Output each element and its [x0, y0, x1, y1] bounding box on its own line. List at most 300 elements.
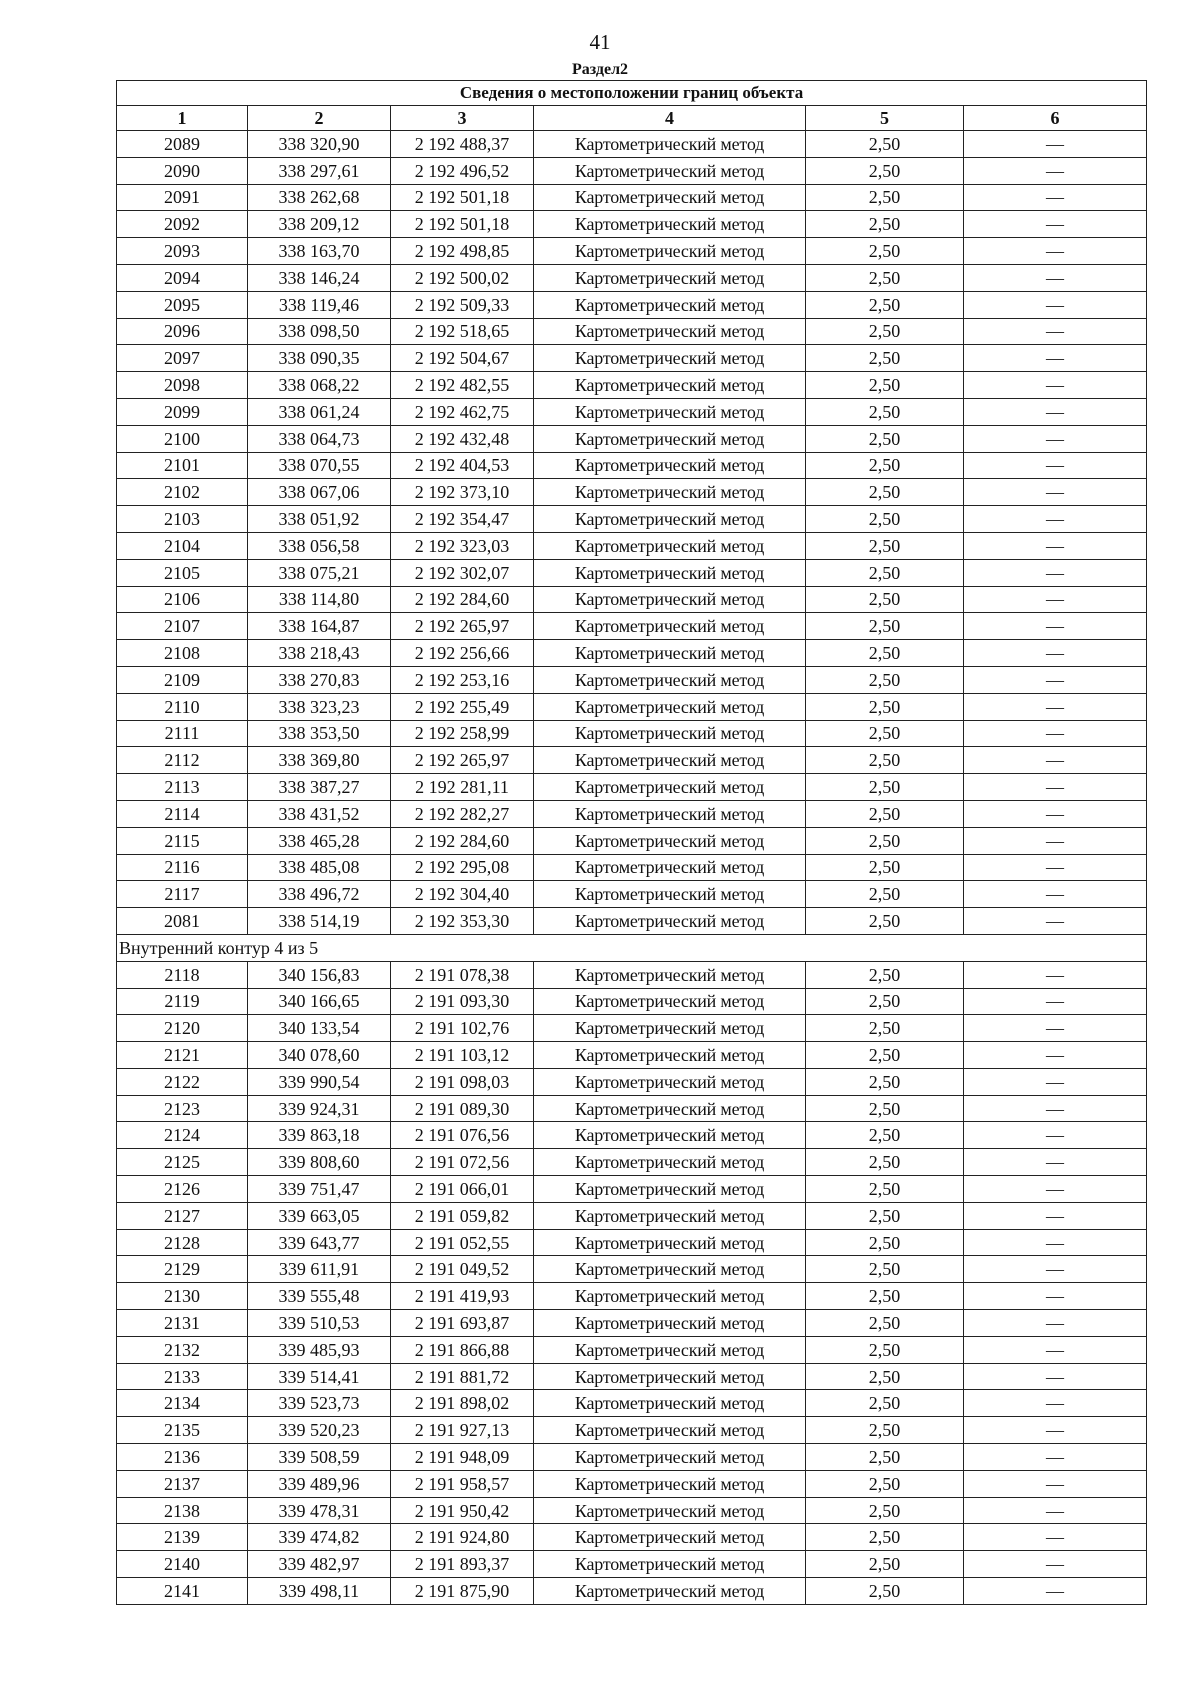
point-number-cell: 2122	[117, 1068, 248, 1095]
accuracy-cell: 2,50	[806, 1122, 964, 1149]
y-coordinate-cell: 2 192 462,75	[391, 398, 534, 425]
y-coordinate-cell: 2 192 504,67	[391, 345, 534, 372]
method-cell: Картометрический метод	[534, 372, 806, 399]
table-row	[117, 800, 1147, 827]
x-coordinate-cell: 338 431,52	[248, 800, 391, 827]
description-cell: —	[964, 1042, 1147, 1069]
accuracy-cell: 2,50	[806, 131, 964, 158]
x-coordinate-cell: 340 166,65	[248, 988, 391, 1015]
accuracy-cell: 2,50	[806, 1524, 964, 1551]
x-coordinate-cell: 338 496,72	[248, 881, 391, 908]
method-cell: Картометрический метод	[534, 988, 806, 1015]
accuracy-cell: 2,50	[806, 1256, 964, 1283]
table-row	[117, 1444, 1147, 1471]
y-coordinate-cell: 2 191 072,56	[391, 1149, 534, 1176]
accuracy-cell: 2,50	[806, 1095, 964, 1122]
table-row	[117, 318, 1147, 345]
accuracy-cell: 2,50	[806, 345, 964, 372]
description-cell: —	[964, 1497, 1147, 1524]
y-coordinate-cell: 2 191 898,02	[391, 1390, 534, 1417]
description-cell: —	[964, 774, 1147, 801]
method-cell: Картометрический метод	[534, 157, 806, 184]
method-cell: Картометрический метод	[534, 1310, 806, 1337]
method-cell: Картометрический метод	[534, 184, 806, 211]
column-header: 2	[248, 106, 391, 131]
x-coordinate-cell: 338 075,21	[248, 559, 391, 586]
table-row	[117, 613, 1147, 640]
y-coordinate-cell: 2 192 373,10	[391, 479, 534, 506]
description-cell: —	[964, 425, 1147, 452]
table-row	[117, 1229, 1147, 1256]
x-coordinate-cell: 339 523,73	[248, 1390, 391, 1417]
table-row	[117, 1417, 1147, 1444]
x-coordinate-cell: 339 808,60	[248, 1149, 391, 1176]
y-coordinate-cell: 2 192 258,99	[391, 720, 534, 747]
x-coordinate-cell: 338 098,50	[248, 318, 391, 345]
point-number-cell: 2100	[117, 425, 248, 452]
x-coordinate-cell: 338 209,12	[248, 211, 391, 238]
x-coordinate-cell: 338 067,06	[248, 479, 391, 506]
point-number-cell: 2095	[117, 291, 248, 318]
accuracy-cell: 2,50	[806, 1176, 964, 1203]
table-row	[117, 693, 1147, 720]
point-number-cell: 2120	[117, 1015, 248, 1042]
table-row	[117, 1256, 1147, 1283]
description-cell: —	[964, 398, 1147, 425]
table-row	[117, 238, 1147, 265]
description-cell: —	[964, 827, 1147, 854]
description-cell: —	[964, 532, 1147, 559]
x-coordinate-cell: 338 485,08	[248, 854, 391, 881]
accuracy-cell: 2,50	[806, 1310, 964, 1337]
point-number-cell: 2081	[117, 908, 248, 935]
y-coordinate-cell: 2 191 049,52	[391, 1256, 534, 1283]
method-cell: Картометрический метод	[534, 1122, 806, 1149]
description-cell: —	[964, 506, 1147, 533]
description-cell: —	[964, 961, 1147, 988]
description-cell: —	[964, 1256, 1147, 1283]
method-cell: Картометрический метод	[534, 1578, 806, 1605]
x-coordinate-cell: 338 323,23	[248, 693, 391, 720]
x-coordinate-cell: 338 353,50	[248, 720, 391, 747]
table-row	[117, 1068, 1147, 1095]
method-cell: Картометрический метод	[534, 398, 806, 425]
description-cell: —	[964, 291, 1147, 318]
method-cell: Картометрический метод	[534, 881, 806, 908]
x-coordinate-cell: 339 514,41	[248, 1363, 391, 1390]
x-coordinate-cell: 339 520,23	[248, 1417, 391, 1444]
point-number-cell: 2139	[117, 1524, 248, 1551]
table-row	[117, 640, 1147, 667]
y-coordinate-cell: 2 192 501,18	[391, 211, 534, 238]
accuracy-cell: 2,50	[806, 1283, 964, 1310]
accuracy-cell: 2,50	[806, 506, 964, 533]
table-row	[117, 1497, 1147, 1524]
method-cell: Картометрический метод	[534, 1283, 806, 1310]
accuracy-cell: 2,50	[806, 586, 964, 613]
description-cell: —	[964, 559, 1147, 586]
point-number-cell: 2108	[117, 640, 248, 667]
description-cell: —	[964, 452, 1147, 479]
description-cell: —	[964, 613, 1147, 640]
x-coordinate-cell: 339 924,31	[248, 1095, 391, 1122]
y-coordinate-cell: 2 192 509,33	[391, 291, 534, 318]
accuracy-cell: 2,50	[806, 666, 964, 693]
y-coordinate-cell: 2 192 498,85	[391, 238, 534, 265]
method-cell: Картометрический метод	[534, 827, 806, 854]
x-coordinate-cell: 338 051,92	[248, 506, 391, 533]
description-cell: —	[964, 1551, 1147, 1578]
x-coordinate-cell: 340 156,83	[248, 961, 391, 988]
method-cell: Картометрический метод	[534, 318, 806, 345]
table-row	[117, 774, 1147, 801]
point-number-cell: 2131	[117, 1310, 248, 1337]
description-cell: —	[964, 1095, 1147, 1122]
table-row	[117, 1524, 1147, 1551]
method-cell: Картометрический метод	[534, 961, 806, 988]
point-number-cell: 2093	[117, 238, 248, 265]
y-coordinate-cell: 2 191 098,03	[391, 1068, 534, 1095]
point-number-cell: 2089	[117, 131, 248, 158]
x-coordinate-cell: 339 489,96	[248, 1470, 391, 1497]
description-cell: —	[964, 1336, 1147, 1363]
method-cell: Картометрический метод	[534, 211, 806, 238]
table-row	[117, 506, 1147, 533]
table-row	[117, 1551, 1147, 1578]
y-coordinate-cell: 2 192 302,07	[391, 559, 534, 586]
point-number-cell: 2114	[117, 800, 248, 827]
description-cell: —	[964, 988, 1147, 1015]
table-row	[117, 1122, 1147, 1149]
method-cell: Картометрический метод	[534, 1444, 806, 1471]
accuracy-cell: 2,50	[806, 1470, 964, 1497]
description-cell: —	[964, 1470, 1147, 1497]
x-coordinate-cell: 338 119,46	[248, 291, 391, 318]
method-cell: Картометрический метод	[534, 693, 806, 720]
accuracy-cell: 2,50	[806, 774, 964, 801]
table-row	[117, 131, 1147, 158]
y-coordinate-cell: 2 191 078,38	[391, 961, 534, 988]
description-cell: —	[964, 908, 1147, 935]
y-coordinate-cell: 2 192 496,52	[391, 157, 534, 184]
accuracy-cell: 2,50	[806, 613, 964, 640]
method-cell: Картометрический метод	[534, 264, 806, 291]
x-coordinate-cell: 338 465,28	[248, 827, 391, 854]
y-coordinate-cell: 2 191 103,12	[391, 1042, 534, 1069]
method-cell: Картометрический метод	[534, 800, 806, 827]
point-number-cell: 2138	[117, 1497, 248, 1524]
y-coordinate-cell: 2 192 518,65	[391, 318, 534, 345]
x-coordinate-cell: 339 482,97	[248, 1551, 391, 1578]
method-cell: Картометрический метод	[534, 854, 806, 881]
description-cell: —	[964, 1283, 1147, 1310]
x-coordinate-cell: 338 369,80	[248, 747, 391, 774]
x-coordinate-cell: 339 508,59	[248, 1444, 391, 1471]
x-coordinate-cell: 338 068,22	[248, 372, 391, 399]
method-cell: Картометрический метод	[534, 559, 806, 586]
table-row	[117, 961, 1147, 988]
accuracy-cell: 2,50	[806, 827, 964, 854]
method-cell: Картометрический метод	[534, 1470, 806, 1497]
description-cell: —	[964, 1578, 1147, 1605]
x-coordinate-cell: 339 751,47	[248, 1176, 391, 1203]
method-cell: Картометрический метод	[534, 747, 806, 774]
description-cell: —	[964, 1390, 1147, 1417]
x-coordinate-cell: 339 474,82	[248, 1524, 391, 1551]
description-cell: —	[964, 1202, 1147, 1229]
accuracy-cell: 2,50	[806, 854, 964, 881]
point-number-cell: 2137	[117, 1470, 248, 1497]
table-row	[117, 559, 1147, 586]
description-cell: —	[964, 264, 1147, 291]
method-cell: Картометрический метод	[534, 1363, 806, 1390]
accuracy-cell: 2,50	[806, 372, 964, 399]
point-number-cell: 2110	[117, 693, 248, 720]
accuracy-cell: 2,50	[806, 398, 964, 425]
description-cell: —	[964, 1176, 1147, 1203]
point-number-cell: 2111	[117, 720, 248, 747]
x-coordinate-cell: 338 514,19	[248, 908, 391, 935]
accuracy-cell: 2,50	[806, 291, 964, 318]
table-row	[117, 211, 1147, 238]
method-cell: Картометрический метод	[534, 613, 806, 640]
table-title-row	[117, 81, 1147, 106]
x-coordinate-cell: 339 643,77	[248, 1229, 391, 1256]
table-row	[117, 586, 1147, 613]
table-row	[117, 1176, 1147, 1203]
x-coordinate-cell: 339 485,93	[248, 1336, 391, 1363]
y-coordinate-cell: 2 192 353,30	[391, 908, 534, 935]
x-coordinate-cell: 339 478,31	[248, 1497, 391, 1524]
description-cell: —	[964, 157, 1147, 184]
point-number-cell: 2133	[117, 1363, 248, 1390]
accuracy-cell: 2,50	[806, 1551, 964, 1578]
description-cell: —	[964, 131, 1147, 158]
x-coordinate-cell: 338 164,87	[248, 613, 391, 640]
point-number-cell: 2115	[117, 827, 248, 854]
description-cell: —	[964, 1015, 1147, 1042]
description-cell: —	[964, 586, 1147, 613]
column-header: 3	[391, 106, 534, 131]
method-cell: Картометрический метод	[534, 720, 806, 747]
table-row	[117, 1578, 1147, 1605]
method-cell: Картометрический метод	[534, 640, 806, 667]
point-number-cell: 2113	[117, 774, 248, 801]
y-coordinate-cell: 2 191 089,30	[391, 1095, 534, 1122]
y-coordinate-cell: 2 192 500,02	[391, 264, 534, 291]
y-coordinate-cell: 2 192 354,47	[391, 506, 534, 533]
accuracy-cell: 2,50	[806, 1444, 964, 1471]
y-coordinate-cell: 2 191 866,88	[391, 1336, 534, 1363]
y-coordinate-cell: 2 192 482,55	[391, 372, 534, 399]
method-cell: Картометрический метод	[534, 1068, 806, 1095]
y-coordinate-cell: 2 192 281,11	[391, 774, 534, 801]
table-row	[117, 184, 1147, 211]
table-row	[117, 398, 1147, 425]
point-number-cell: 2098	[117, 372, 248, 399]
table-row	[117, 1283, 1147, 1310]
point-number-cell: 2097	[117, 345, 248, 372]
table-row	[117, 479, 1147, 506]
y-coordinate-cell: 2 191 693,87	[391, 1310, 534, 1337]
y-coordinate-cell: 2 191 958,57	[391, 1470, 534, 1497]
method-cell: Картометрический метод	[534, 1390, 806, 1417]
point-number-cell: 2136	[117, 1444, 248, 1471]
y-coordinate-cell: 2 191 950,42	[391, 1497, 534, 1524]
point-number-cell: 2103	[117, 506, 248, 533]
method-cell: Картометрический метод	[534, 1417, 806, 1444]
method-cell: Картометрический метод	[534, 774, 806, 801]
description-cell: —	[964, 318, 1147, 345]
description-cell: —	[964, 1229, 1147, 1256]
point-number-cell: 2124	[117, 1122, 248, 1149]
accuracy-cell: 2,50	[806, 318, 964, 345]
method-cell: Картометрический метод	[534, 586, 806, 613]
y-coordinate-cell: 2 191 066,01	[391, 1176, 534, 1203]
table-row	[117, 854, 1147, 881]
point-number-cell: 2141	[117, 1578, 248, 1605]
accuracy-cell: 2,50	[806, 800, 964, 827]
method-cell: Картометрический метод	[534, 452, 806, 479]
x-coordinate-cell: 338 297,61	[248, 157, 391, 184]
point-number-cell: 2091	[117, 184, 248, 211]
y-coordinate-cell: 2 191 093,30	[391, 988, 534, 1015]
accuracy-cell: 2,50	[806, 1068, 964, 1095]
method-cell: Картометрический метод	[534, 1015, 806, 1042]
accuracy-cell: 2,50	[806, 264, 964, 291]
accuracy-cell: 2,50	[806, 1497, 964, 1524]
method-cell: Картометрический метод	[534, 1149, 806, 1176]
accuracy-cell: 2,50	[806, 532, 964, 559]
accuracy-cell: 2,50	[806, 157, 964, 184]
table-row	[117, 452, 1147, 479]
table-row	[117, 1015, 1147, 1042]
method-cell: Картометрический метод	[534, 131, 806, 158]
y-coordinate-cell: 2 191 948,09	[391, 1444, 534, 1471]
table-row	[117, 747, 1147, 774]
table-row	[117, 1095, 1147, 1122]
point-number-cell: 2105	[117, 559, 248, 586]
x-coordinate-cell: 338 262,68	[248, 184, 391, 211]
y-coordinate-cell: 2 192 255,49	[391, 693, 534, 720]
accuracy-cell: 2,50	[806, 238, 964, 265]
table-row	[117, 908, 1147, 935]
description-cell: —	[964, 747, 1147, 774]
point-number-cell: 2107	[117, 613, 248, 640]
point-number-cell: 2129	[117, 1256, 248, 1283]
method-cell: Картометрический метод	[534, 1095, 806, 1122]
description-cell: —	[964, 666, 1147, 693]
point-number-cell: 2104	[117, 532, 248, 559]
y-coordinate-cell: 2 191 924,80	[391, 1524, 534, 1551]
point-number-cell: 2090	[117, 157, 248, 184]
accuracy-cell: 2,50	[806, 1417, 964, 1444]
table-row	[117, 264, 1147, 291]
x-coordinate-cell: 338 163,70	[248, 238, 391, 265]
x-coordinate-cell: 338 114,80	[248, 586, 391, 613]
accuracy-cell: 2,50	[806, 747, 964, 774]
description-cell: —	[964, 800, 1147, 827]
table-header-row	[117, 106, 1147, 131]
accuracy-cell: 2,50	[806, 1042, 964, 1069]
description-cell: —	[964, 1417, 1147, 1444]
method-cell: Картометрический метод	[534, 238, 806, 265]
y-coordinate-cell: 2 192 304,40	[391, 881, 534, 908]
method-cell: Картометрический метод	[534, 1256, 806, 1283]
description-cell: —	[964, 1149, 1147, 1176]
table-row	[117, 1149, 1147, 1176]
table-row	[117, 157, 1147, 184]
y-coordinate-cell: 2 191 059,82	[391, 1202, 534, 1229]
page-number: 41	[589, 30, 611, 54]
point-number-cell: 2099	[117, 398, 248, 425]
y-coordinate-cell: 2 191 881,72	[391, 1363, 534, 1390]
accuracy-cell: 2,50	[806, 988, 964, 1015]
table-row	[117, 1336, 1147, 1363]
description-cell: —	[964, 238, 1147, 265]
method-cell: Картометрический метод	[534, 345, 806, 372]
table-title: Сведения о местоположении границ объекта	[117, 81, 1147, 106]
accuracy-cell: 2,50	[806, 1336, 964, 1363]
description-cell: —	[964, 720, 1147, 747]
table-row	[117, 532, 1147, 559]
accuracy-cell: 2,50	[806, 479, 964, 506]
y-coordinate-cell: 2 192 501,18	[391, 184, 534, 211]
description-cell: —	[964, 1310, 1147, 1337]
boundary-coordinates-table	[116, 80, 1147, 1605]
method-cell: Картометрический метод	[534, 1551, 806, 1578]
table-row	[117, 988, 1147, 1015]
point-number-cell: 2123	[117, 1095, 248, 1122]
accuracy-cell: 2,50	[806, 881, 964, 908]
table-row	[117, 827, 1147, 854]
y-coordinate-cell: 2 192 256,66	[391, 640, 534, 667]
description-cell: —	[964, 211, 1147, 238]
x-coordinate-cell: 338 218,43	[248, 640, 391, 667]
description-cell: —	[964, 184, 1147, 211]
point-number-cell: 2135	[117, 1417, 248, 1444]
x-coordinate-cell: 338 056,58	[248, 532, 391, 559]
accuracy-cell: 2,50	[806, 452, 964, 479]
point-number-cell: 2092	[117, 211, 248, 238]
accuracy-cell: 2,50	[806, 1390, 964, 1417]
description-cell: —	[964, 693, 1147, 720]
accuracy-cell: 2,50	[806, 211, 964, 238]
y-coordinate-cell: 2 192 284,60	[391, 827, 534, 854]
description-cell: —	[964, 479, 1147, 506]
point-number-cell: 2132	[117, 1336, 248, 1363]
point-number-cell: 2117	[117, 881, 248, 908]
table-body	[117, 81, 1147, 1605]
method-cell: Картометрический метод	[534, 666, 806, 693]
method-cell: Картометрический метод	[534, 1176, 806, 1203]
x-coordinate-cell: 338 387,27	[248, 774, 391, 801]
y-coordinate-cell: 2 192 323,03	[391, 532, 534, 559]
x-coordinate-cell: 339 663,05	[248, 1202, 391, 1229]
point-number-cell: 2125	[117, 1149, 248, 1176]
point-number-cell: 2128	[117, 1229, 248, 1256]
method-cell: Картометрический метод	[534, 479, 806, 506]
x-coordinate-cell: 340 078,60	[248, 1042, 391, 1069]
x-coordinate-cell: 339 555,48	[248, 1283, 391, 1310]
accuracy-cell: 2,50	[806, 1363, 964, 1390]
x-coordinate-cell: 338 064,73	[248, 425, 391, 452]
method-cell: Картометрический метод	[534, 1336, 806, 1363]
accuracy-cell: 2,50	[806, 961, 964, 988]
accuracy-cell: 2,50	[806, 908, 964, 935]
accuracy-cell: 2,50	[806, 1149, 964, 1176]
contour-label-row	[117, 934, 1147, 961]
